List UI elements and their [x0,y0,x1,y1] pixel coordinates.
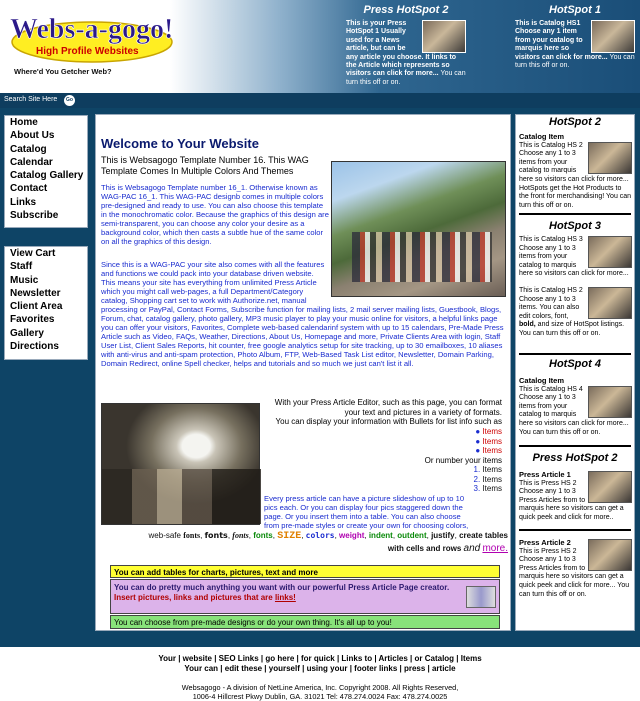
press-hotspot-2[interactable] [346,4,466,87]
sidebar-thumbnail[interactable] [588,471,632,503]
sidebar-item-title: Press Article 1 [519,470,571,479]
sidebar-hotspot-4-title: HotSpot 4 [549,358,601,370]
fonts-lead: web-safe [148,531,181,540]
sidebar-hotspot-3-title: HotSpot 3 [549,220,601,232]
numbered-list [436,465,502,494]
bullets-intro: You can display your information with Bullets for list info such as [275,417,502,426]
creator-box [110,579,500,614]
features-text-a: Since this is a WAG-PAC your site also comes with all the features and functions we could pack into your database driven website. This means your site has everything from unlimited Press Article which you might call web-pages, a full Department/Category catalog, Shopping cart set to work with Authorize.net, manual [101,260,325,305]
sidebar-catalog-item-2[interactable] [519,236,632,279]
nav-item-view-cart[interactable]: View Cart [10,248,56,259]
footer-bar [0,640,640,647]
font-sample-colors: colors [305,531,335,540]
footer-links-row-1[interactable]: Your | website | SEO Links | go here | for quick | Links to | Articles | or Catalog | Items [158,654,482,663]
nav-item-music[interactable]: Music [10,274,39,286]
nav-primary [4,115,88,228]
footer-copyright [0,683,640,701]
sidebar-press-article-1[interactable] [519,471,632,523]
list-item: 1. Items [473,465,502,474]
sidebar-thumbnail[interactable] [588,142,632,174]
nav-item-staff[interactable]: Staff [10,261,33,273]
page-title: Welcome to Your Website [101,136,259,151]
nav-item-subscribe[interactable]: Subscribe [10,210,59,222]
font-sample-size: SIZE [277,531,302,542]
nav-secondary [4,246,88,360]
nav-item-catalog[interactable]: Catalog [10,143,47,155]
nav-item-about-us[interactable]: About Us [10,130,55,142]
right-sidebar [515,114,635,631]
sidebar-item-body: This is Catalog HS 2 Choose any 1 to 3 items. You can also edit colors, font, [519,287,583,320]
font-sample-sans: fonts [204,531,228,540]
font-sample-weight: weight [339,531,365,540]
walkers-photo [331,161,506,297]
list-item: ● Items [475,446,502,455]
font-sample-serif: fonts [183,531,201,540]
sidebar-catalog-item-4[interactable] [519,377,632,437]
nav-item-favorites[interactable]: Favorites [10,314,55,326]
divider [519,353,631,355]
search-bar [0,93,640,108]
footer-links-row-2[interactable]: Your can | edit these | yourself | using your | footer links | press | article [184,664,456,673]
nav-item-home[interactable]: Home [10,117,38,128]
number-intro: Or number your items [424,456,502,465]
font-sample-italic: fonts [232,531,249,540]
copyright-line: Websagogo - A division of NetLine America, Inc. Copyright 2008. All Rights Reserved, [181,683,459,692]
features-paragraph-top [101,260,329,305]
sidebar-item-body: This is Press HS 2 Choose any 1 to 3 Press Articles from to marquis here so visitors can get a quick peek and click for more... You can turn this off or on. [519,547,630,598]
sidebar-thumbnail[interactable] [588,386,632,418]
footer-links [0,654,640,674]
divider [519,213,631,215]
features-text-b: processing or PayPal, Contact Forms, Subscribe function for mailing lists, 2 mail server mailing lists, Guestbook, Blogs, Forum, chat, catalog gallery, photo gallery, MP3 music player to play your music online for visitors, a helpful links page you can offer your visitors, Favorites, Complete web-based calendarinf system with up to 15 calendars, Pre-Made Press Article such as Video, FAQs, Weather, Directions, About Us, Homepage and more, Private Clients Area with login, Staff User List, Client Sales Reports, hit counter, free google analytics setup for site tracking, up to 30 emailboxes, 10 aliases with anti-virus and anti-spam protection, Photo Album, FTP, Web-Based Task List editor, Newsletter, Domain Parking, Domain Redirect, online Spell checker, helps and tutorials and so much we just can't list it all. [101,305,504,368]
logo[interactable] [6,8,184,82]
creator-picture[interactable] [466,586,496,608]
sidebar-catalog-item-3[interactable] [519,287,632,339]
sidebar-item-body: This is Press HS 2 Choose any 1 to 3 Press Articles from to marquis here so visitors can get a quick peek and click for more.. [519,479,624,521]
editor-intro: With your Press Article Editor, such as this page, you can format your text and pictures in a variety of formats. [274,398,502,417]
nav-item-contact[interactable]: Contact [10,183,48,195]
press-hotspot-2-tail: You can turn this off or on. [346,70,466,86]
list-item: 2. Items [473,474,502,484]
sidebar-thumbnail[interactable] [588,287,632,319]
press-hotspot-2-body [346,20,466,87]
creator-line-1: You can do pretty much anything you want with our powerful Press Article Page creator. [114,583,450,592]
links-link[interactable]: links! [274,593,296,602]
hotspot-1-body [515,20,635,70]
font-sample-create: create tables [459,531,508,540]
features-paragraph-bottom [101,305,507,386]
logo-tagline: Where'd You Getcher Web? [14,67,112,76]
font-sample-green: fonts [253,531,273,540]
press-hotspot-thumbnail[interactable] [422,20,466,53]
sidebar-item-title: Press Article 2 [519,538,571,547]
search-label[interactable]: Search Site Here [4,96,58,103]
cells-rows-text: with cells and rows [387,544,462,553]
tram-photo [101,403,260,525]
sidebar-item-tail: and size of HotSpot listings. You can turn this off or on. [519,321,625,337]
nav-item-client-area[interactable]: Client Area [10,301,63,313]
divider [519,529,631,531]
fonts-line: web-safe fonts, fonts, fonts, fonts, SIZE, colors, weight, indent, outdent, justify, create tables [148,531,508,542]
address-line: 1006-4 Hillcrest Pkwy Dublin, GA. 31021 Tel: 478.274.0024 Fax: 478.274.0025 [192,692,448,701]
hotspot-1-title: HotSpot 1 [549,4,601,16]
sidebar-item-body: This is Catalog HS 2 Choose any 1 to 3 items from your catalog to marquis here so visitors can click for more... HotSpots get the Hot Products to the front for merchandising! You can turn this off or on. [519,141,632,209]
sidebar-item-body: This is Catalog HS 4 Choose any 1 to 3 items from your catalog to marquis here so visitors can click for more... You can turn this off or on. [519,385,629,436]
sidebar-press-article-2[interactable] [519,539,632,599]
tables-box: You can add tables for charts, pictures, text and more [110,565,500,578]
search-go-button[interactable]: Go [64,95,75,106]
bullet-list [436,427,502,456]
list-item: ● Items [475,427,502,436]
font-sample-outdent: outdent [397,531,427,540]
nav-item-calendar[interactable]: Calendar [10,156,53,168]
template-paragraph: This is Websagogo Template number 16_1. Otherwise known as WAG-PAC 16_1. This WAG-PAC designb comes in multiple colors pre-designed and ready to use. You can also choose this template in the monochromatic color. Because the graphics of this design are semi-transparent, you can choose any color your desire as a background color, which then casts a subtle hue of the same color on all the graphics of this design. [101,183,329,246]
fonts-line-2 [98,543,508,554]
sidebar-bold-text: bold, [519,321,536,329]
press-hotspot-2-text: This is your Press HotSpot 1 Usually used for a News article, but can be any article you choose. It links to the Article which represents so visitors can click for more... [346,20,457,78]
intro-text: This is Websagogo Template Number 16. This WAG Template Comes In Multiple Colors And Themes [101,155,309,176]
designs-box: You can choose from pre-made designs or do your own thing. It's all up to you! [110,615,500,629]
creator-line-2 [114,593,496,603]
nav-item-catalog-gallery[interactable]: Catalog Gallery [10,170,84,182]
logo-subtitle: High Profile Websites [36,46,139,57]
slideshow-text: Every press article can have a picture slideshow of up to 10 pics each. Or you can display four pics staggered down the page. Or you insert them into a table. You can also choose from pre-made styles or create your own for choosing colors, [264,494,469,530]
list-item: ● Items [475,436,502,446]
main-content [95,114,511,631]
more-link[interactable]: more. [482,543,508,554]
and-text: and [463,543,481,554]
sidebar-press-hotspot-title: Press HotSpot 2 [532,452,618,464]
sidebar-thumbnail[interactable] [588,236,632,268]
sidebar-catalog-item-1[interactable] [519,133,632,210]
hotspot-1-text: This is Catalog HS1 Choose any 1 item from your catalog to marquis here so visitors can click for more... [515,20,608,61]
sidebar-item-title: Catalog Item [519,132,565,141]
nav-item-directions[interactable]: Directions [10,341,59,353]
nav-item-links[interactable]: Links [10,196,37,208]
logo-title: Webs-a-gogo! [10,14,174,45]
sidebar-item-title: Catalog Item [519,376,565,385]
sidebar-hotspot-2-title: HotSpot 2 [549,116,601,128]
hotspot-1-tail: You can turn this off or on. [515,53,635,70]
creator-line-2-text: Insert pictures, links and pictures that are [114,593,273,602]
hotspot-1[interactable] [515,4,635,70]
sidebar-thumbnail[interactable] [588,539,632,571]
sidebar-item-body: This is Catalog HS 3 Choose any 1 to 3 items from your catalog to marquis here so visitors can click for more... [519,236,629,278]
font-sample-justify: justify [431,531,455,540]
divider [519,445,631,447]
nav-item-gallery[interactable]: Gallery [10,327,44,339]
list-item: 3. Items [473,484,502,493]
font-sample-indent: indent [368,531,393,540]
press-hotspot-2-title: Press HotSpot 2 [363,4,449,16]
hotspot-1-thumbnail[interactable] [591,20,635,53]
header [0,0,640,93]
nav-item-newsletter[interactable]: Newsletter [10,287,61,299]
